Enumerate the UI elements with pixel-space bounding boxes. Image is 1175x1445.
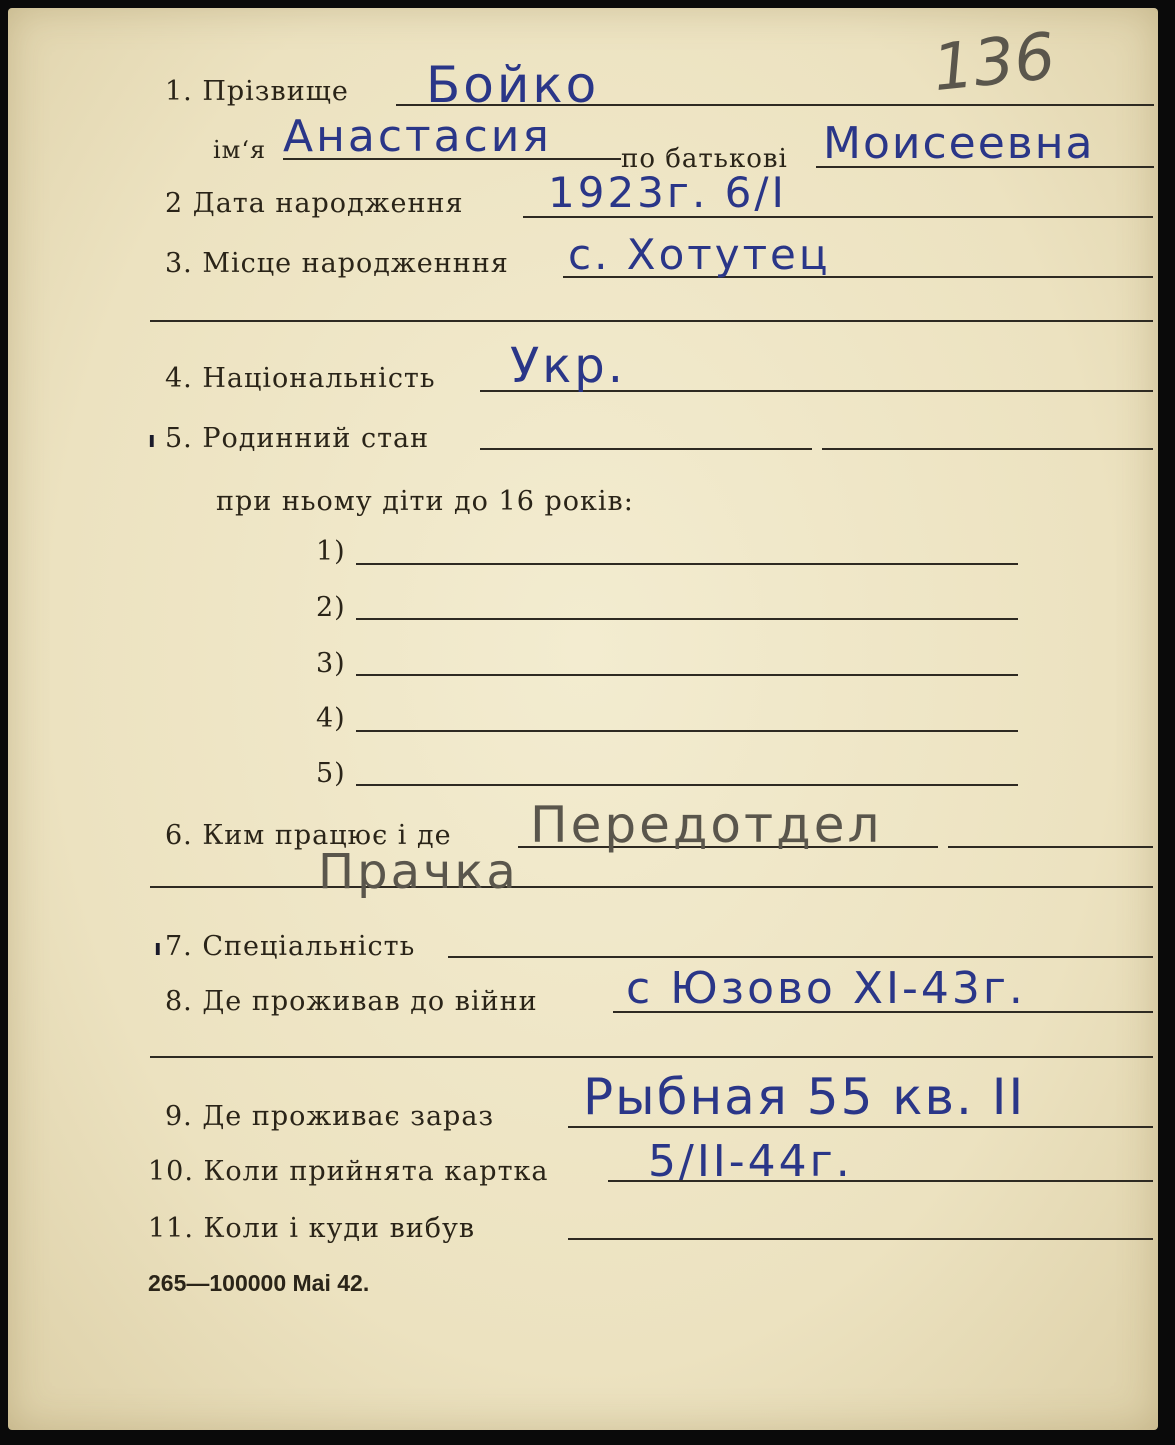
nationality-label: 4. Національність [165, 363, 436, 394]
work-value-line2: Прачка [318, 844, 519, 900]
prewar-residence-label: 8. Де проживав до війни [165, 986, 538, 1017]
surname-label: 1. Прізвище [165, 76, 349, 107]
work-value-line1: Передотдел [530, 796, 883, 854]
nationality-value: Укр. [510, 338, 626, 394]
tick-mark-2: ı [154, 936, 162, 961]
child-1-line [356, 563, 1018, 565]
child-2-label: 2) [316, 592, 346, 623]
departure-label: 11. Коли і куди вибув [148, 1213, 476, 1244]
work-label: 6. Ким працює і де [165, 820, 452, 851]
birth-place-label: 3. Місце народженння [165, 248, 509, 279]
patronymic-value: Моисеевна [823, 118, 1095, 169]
child-5-line [356, 784, 1018, 786]
child-4-line [356, 730, 1018, 732]
current-residence-label: 9. Де проживає зараз [165, 1101, 495, 1132]
child-3-line [356, 674, 1018, 676]
marital-status-label: 5. Родинний стан [165, 423, 430, 454]
current-residence-line [568, 1126, 1153, 1128]
children-header: при ньому діти до 16 років: [216, 486, 634, 517]
card-accepted-label: 10. Коли прийнята картка [148, 1156, 549, 1187]
child-5-label: 5) [316, 758, 346, 789]
work-line-2 [150, 886, 1153, 888]
patronymic-label: по батькові [621, 144, 788, 174]
prewar-residence-line-2 [150, 1056, 1153, 1058]
card-accepted-value: 5/II-44г. [648, 1136, 853, 1187]
departure-line [568, 1238, 1153, 1240]
work-line-b [948, 846, 1153, 848]
archive-number: 136 [929, 19, 1059, 107]
marital-status-line [480, 448, 812, 450]
print-mark: 265—100000 Mai 42. [148, 1270, 370, 1296]
child-3-label: 3) [316, 648, 346, 679]
child-1-label: 1) [316, 536, 346, 567]
specialty-label: 7. Спеціальність [165, 931, 416, 962]
child-2-line [356, 618, 1018, 620]
name-label: ім‘я [213, 136, 267, 164]
birth-date-label: 2 Дата народження [165, 188, 464, 219]
prewar-residence-value: с Юзово XI-43г. [626, 963, 1026, 1014]
tick-mark: ı [148, 428, 156, 453]
child-4-label: 4) [316, 703, 346, 734]
registration-card [8, 8, 1158, 1430]
birth-place-line-2 [150, 320, 1153, 322]
current-residence-value: Рыбная 55 кв. II [583, 1068, 1026, 1126]
marital-status-line-2 [822, 448, 1153, 450]
birth-date-value: 1923г. 6/I [548, 168, 787, 217]
surname-value: Бойко [426, 56, 600, 114]
birth-place-value: с. Хотутец [568, 230, 831, 279]
name-value: Анастасия [283, 111, 552, 162]
specialty-line [448, 956, 1153, 958]
